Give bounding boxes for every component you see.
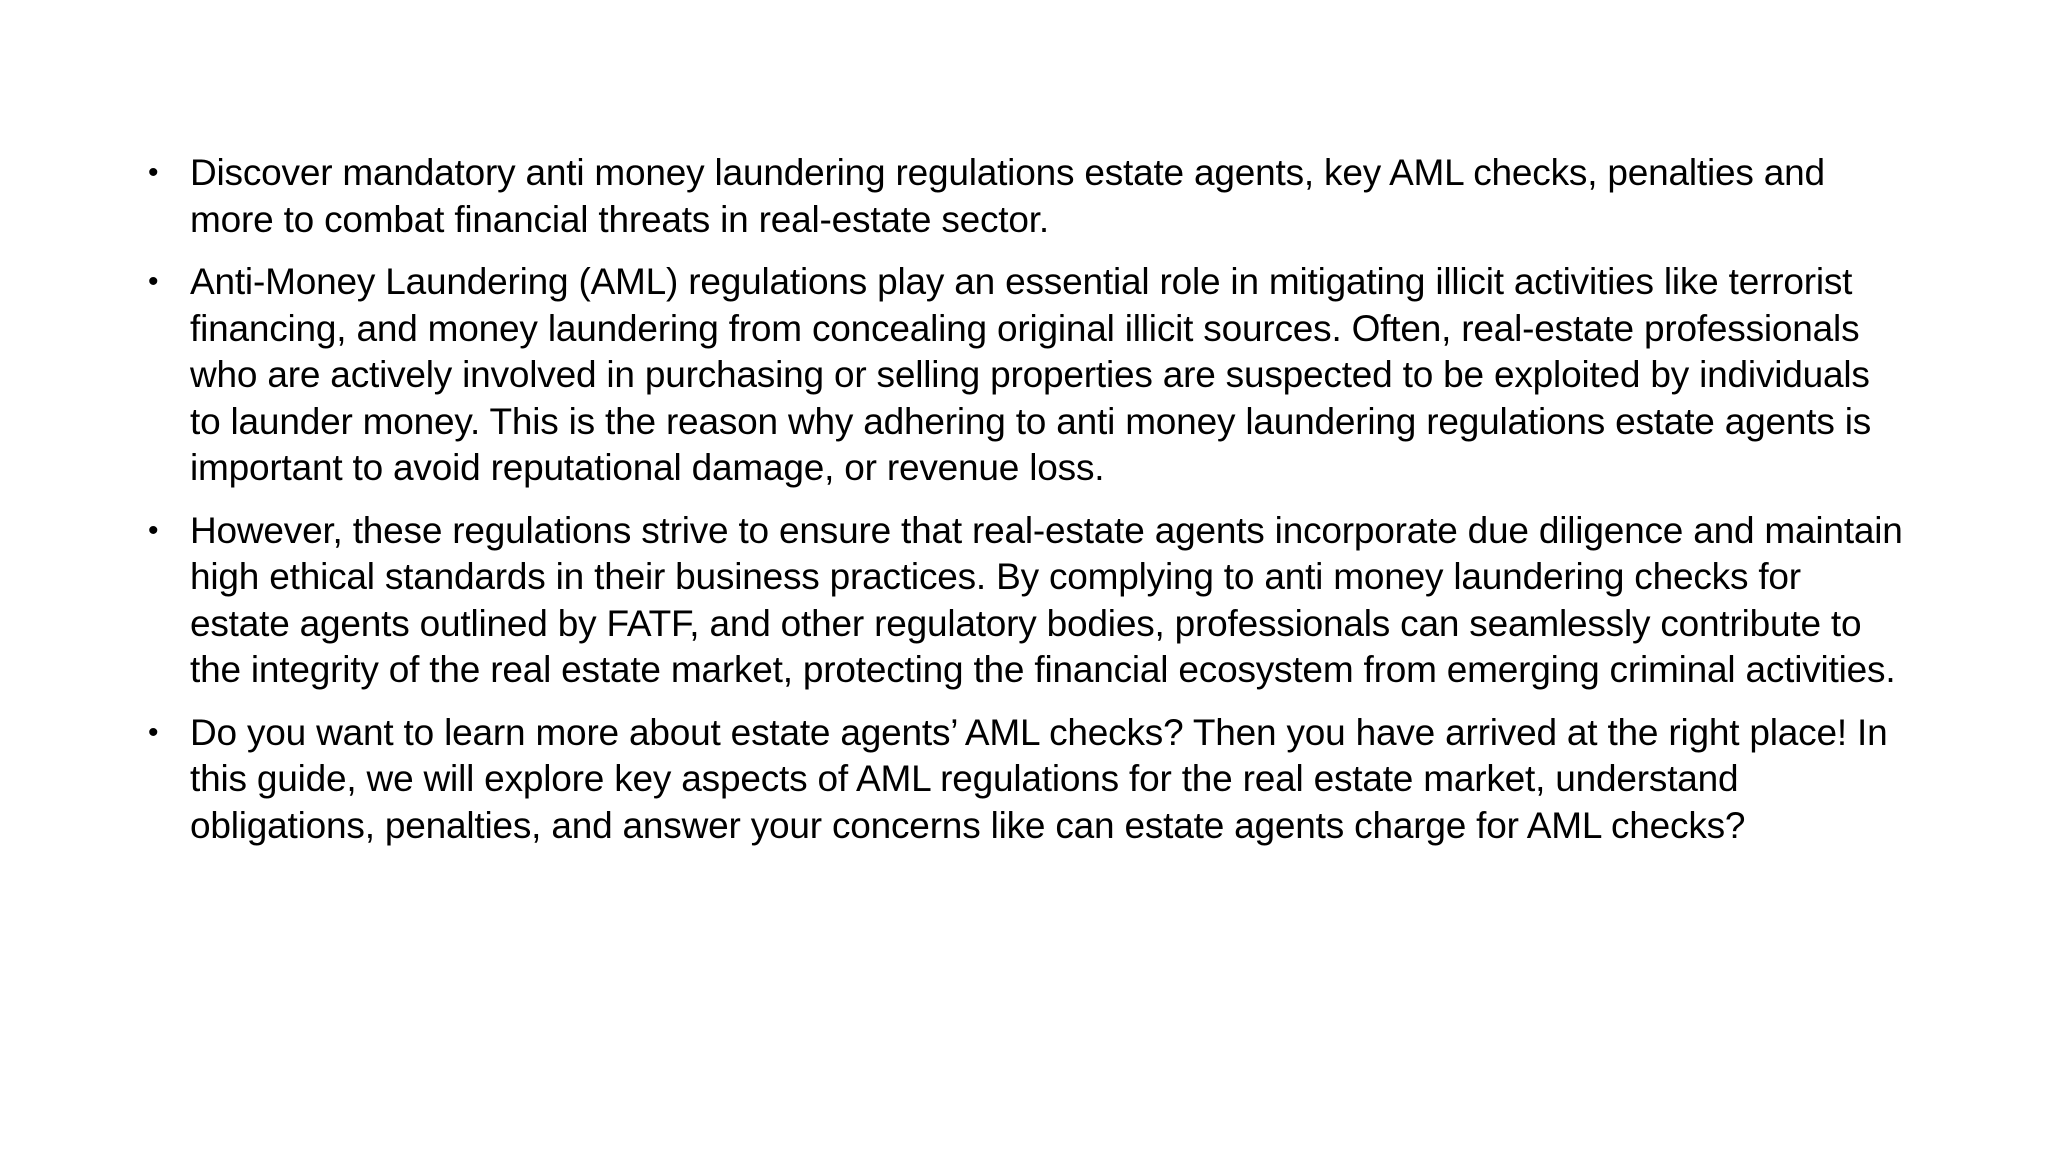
bullet-marker: • bbox=[148, 513, 159, 547]
bullet-text: Do you want to learn more about estate agents’ AML checks? Then you have arrived at the right place! In this guide, we will explore key aspects of AML regulations for the real estate market, understand obligations, penalties, and answer your concerns like can estate agents charge for AML checks? bbox=[190, 711, 1888, 846]
bullet-list bbox=[148, 150, 1908, 865]
bullet-item-4 bbox=[148, 710, 1908, 850]
bullet-text: Anti-Money Laundering (AML) regulations play an essential role in mitigating illicit activities like terrorist financing, and money laundering from concealing original illicit sources. Often, real-estate professionals who are actively involved in purchasing or selling properties are suspected to be exploited by individuals to launder money. This is the reason why adhering to anti money laundering regulations estate agents is important to avoid reputational damage, or revenue loss. bbox=[190, 261, 1872, 488]
bullet-text: However, these regulations strive to ensure that real-estate agents incorporate due diligence and maintain high ethical standards in their business practices. By complying to anti money laundering checks for estate agents outlined by FATF, and other regulatory bodies, professionals can seamlessly contribute to the integrity of the real estate market, protecting the financial ecosystem from emerging criminal activities. bbox=[190, 509, 1903, 690]
bullet-item-2 bbox=[148, 259, 1908, 492]
bullet-item-1 bbox=[148, 150, 1908, 243]
bullet-marker: • bbox=[148, 265, 159, 298]
bullet-marker: • bbox=[148, 715, 159, 749]
bullet-item-3 bbox=[148, 508, 1908, 694]
bullet-text: Discover mandatory anti money laundering regulations estate agents, key AML checks, penalties and more to combat financial threats in real-estate sector. bbox=[190, 152, 1825, 240]
bullet-marker: • bbox=[148, 156, 159, 189]
